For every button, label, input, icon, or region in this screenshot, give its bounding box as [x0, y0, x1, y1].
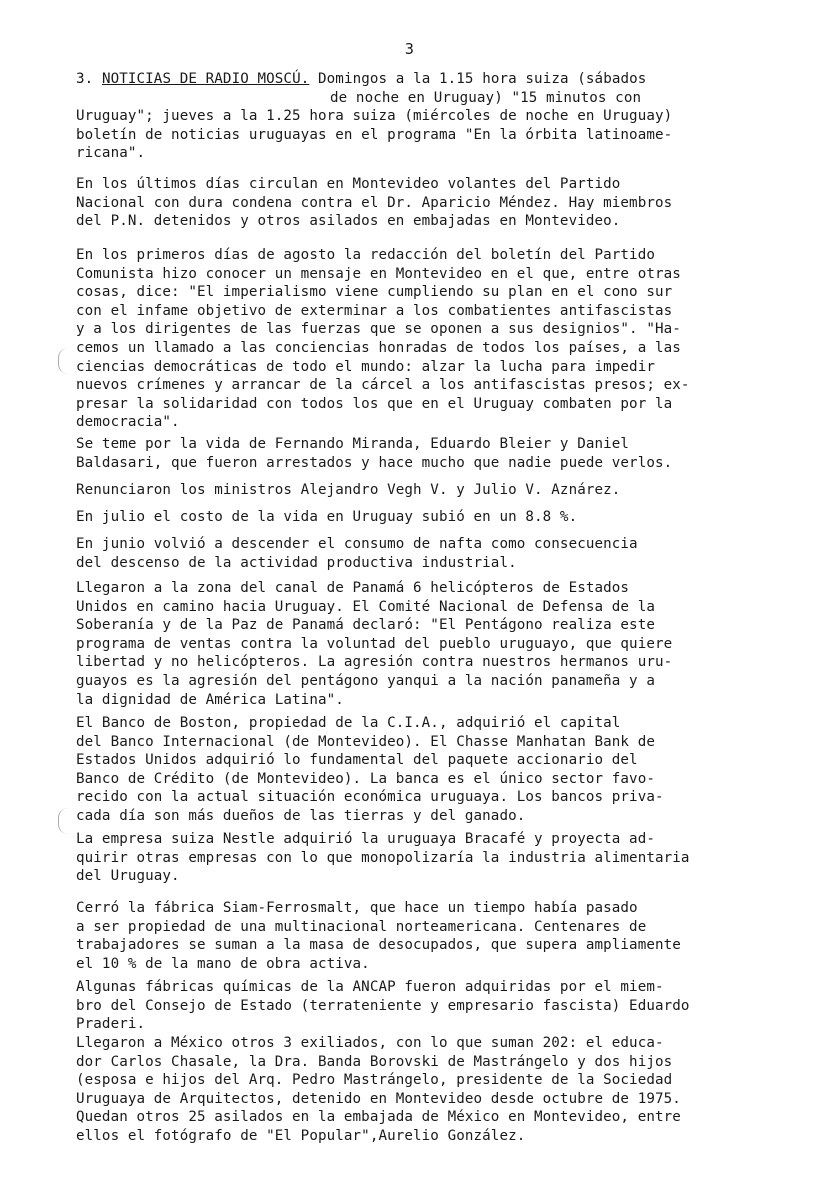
paragraph-line: Estados Unidos adquirió lo fundamental del paquete accionario del	[76, 752, 638, 769]
paragraph	[76, 978, 766, 1034]
paragraph-line: El Banco de Boston, propiedad de la C.I.A., adquirió el capital	[76, 715, 621, 731]
paragraph-line: Uruguaya de Arquitectos, detenido en Montevideo desde octubre de 1975.	[76, 1090, 681, 1107]
paragraph-line: el 10 % de la mano de obra activa.	[76, 955, 370, 972]
paragraph-line: democracia".	[76, 414, 180, 431]
paragraph	[76, 246, 766, 432]
paragraph-line: Cerró la fábrica Siam-Ferrosmalt, que hace un tiempo había pasado	[76, 900, 638, 916]
margin-mark	[58, 348, 69, 374]
header-continuation-3: ricana".	[76, 145, 146, 162]
paragraph-line: programa de ventas contra la voluntad del pueblo uruguayo, que quiere	[76, 635, 673, 652]
paragraph-line: En julio el costo de la vida en Uruguay subió en un 8.8 %.	[76, 509, 578, 525]
paragraph	[76, 435, 766, 472]
paragraph	[76, 830, 766, 886]
paragraph-line: trabajadores se suman a la masa de desocupados, que supera ampliamente	[76, 937, 681, 954]
paragraph-line: del Banco Internacional (de Montevideo). El Chasse Manhatan Bank de	[76, 733, 655, 750]
paragraph-line: y a los dirigentes de las fuerzas que se oponen a sus designios". "Ha-	[76, 321, 681, 338]
paragraph-line: Soberanía y de la Paz de Panamá declaró: "El Pentágono realiza este	[76, 617, 655, 634]
paragraph-line: bro del Consejo de Estado (terrateniente y empresario fascista) Eduardo	[76, 997, 690, 1014]
paragraph	[76, 535, 766, 572]
paragraph-line: libertad y no helicópteros. La agresión contra nuestros hermanos uru-	[76, 654, 673, 671]
section-header	[76, 70, 766, 163]
paragraph-line: recido con la actual situación económica uruguaya. Los bancos priva-	[76, 789, 664, 806]
paragraph-line: Llegaron a la zona del canal de Panamá 6 helicópteros de Estados	[76, 580, 630, 596]
section-number: 3.	[76, 71, 94, 87]
page-number: 3	[404, 40, 415, 58]
paragraph-line: En junio volvió a descender el consumo de nafta como consecuencia	[76, 536, 638, 552]
paragraph-line: quirir otras empresas con lo que monopolizaría la industria alimentaria	[76, 849, 690, 866]
schedule-line-1: Domingos a la 1.15 hora suiza (sábados	[318, 71, 647, 87]
paragraph	[76, 899, 766, 973]
paragraph-line: Baldasari, que fueron arrestados y hace mucho que nadie puede verlos.	[76, 454, 673, 471]
paragraph-line: Nacional con dura condena contra el Dr. Aparicio Méndez. Hay miembros	[76, 194, 673, 211]
paragraph-line: Comunista hizo conocer un mensaje en Montevideo en el que, entre otras	[76, 265, 681, 282]
paragraph-line: Llegaron a México otros 3 exiliados, con lo que suman 202: el educa-	[76, 1035, 664, 1051]
paragraph	[76, 508, 766, 527]
paragraph-line: Unidos en camino hacia Uruguay. El Comité Nacional de Defensa de la	[76, 598, 655, 615]
paragraph-line: Renunciaron los ministros Alejandro Vegh V. y Julio V. Aznárez.	[76, 482, 621, 498]
paragraph-line: ciencias democráticas de todo el mundo: alzar la lucha para impedir	[76, 358, 655, 375]
paragraph	[76, 1034, 766, 1146]
paragraph-line: Banco de Crédito (de Montevideo). La banca es el único sector favo-	[76, 770, 655, 787]
paragraph-line: (esposa e hijos del Arq. Pedro Mastrángelo, presidente de la Sociedad	[76, 1072, 673, 1089]
paragraph-line: guayos es la agresión del pentágono yanqui a la nación panameña y a	[76, 672, 655, 689]
paragraph-line: Se teme por la vida de Fernando Miranda, Eduardo Bleier y Daniel	[76, 436, 630, 452]
paragraph	[76, 175, 766, 231]
paragraph	[76, 481, 766, 500]
paragraph-line: ellos el fotógrafo de "El Popular",Aurelio González.	[76, 1127, 526, 1144]
paragraph-line: dor Carlos Chasale, la Dra. Banda Borovski de Mastrángelo y dos hijos	[76, 1053, 673, 1070]
paragraph-line: presar la solidaridad con todos los que en el Uruguay combaten por la	[76, 395, 673, 412]
header-continuation-1: Uruguay"; jueves a la 1.25 hora suiza (miércoles de noche en Uruguay)	[76, 108, 673, 125]
header-continuation-2: boletín de noticias uruguayas en el programa "En la órbita latinoame-	[76, 126, 673, 143]
paragraph-line: cosas, dice: "El imperialismo viene cumpliendo su plan en el cono sur	[76, 284, 673, 301]
section-title: NOTICIAS DE RADIO MOSCÚ.	[101, 71, 310, 87]
margin-mark	[58, 808, 69, 834]
paragraph-line: la dignidad de América Latina".	[76, 691, 344, 708]
paragraph-line: con el infame objetivo de exterminar a los combatientes antifascistas	[76, 302, 673, 319]
schedule-line-2: de noche en Uruguay) "15 minutos con	[330, 89, 642, 106]
paragraph	[76, 579, 766, 709]
paragraph-line: Algunas fábricas químicas de la ANCAP fueron adquiridas por el miem-	[76, 979, 664, 995]
paragraph-line: Praderi.	[76, 1016, 146, 1033]
paragraph-line: cemos un llamado a las conciencias honradas de todos los países, a las	[76, 339, 681, 356]
paragraph	[76, 714, 766, 826]
paragraph-line: Quedan otros 25 asilados en la embajada de México en Montevideo, entre	[76, 1109, 681, 1126]
paragraph-line: del Uruguay.	[76, 868, 180, 885]
paragraph-line: nuevos crímenes y arrancar de la cárcel a los antifascistas presos; ex-	[76, 377, 690, 394]
paragraph-line: La empresa suiza Nestle adquirió la uruguaya Bracafé y proyecta ad-	[76, 831, 655, 847]
paragraph-line: En los primeros días de agosto la redacción del boletín del Partido	[76, 247, 655, 263]
paragraph-line: del descenso de la actividad productiva industrial.	[76, 554, 517, 571]
paragraph-line: a ser propiedad de una multinacional norteamericana. Centenares de	[76, 918, 647, 935]
paragraph-line: cada día son más dueños de las tierras y del ganado.	[76, 807, 526, 824]
paragraph-line: En los últimos días circulan en Montevideo volantes del Partido	[76, 176, 621, 192]
paragraph-line: del P.N. detenidos y otros asilados en embajadas en Montevideo.	[76, 213, 621, 230]
